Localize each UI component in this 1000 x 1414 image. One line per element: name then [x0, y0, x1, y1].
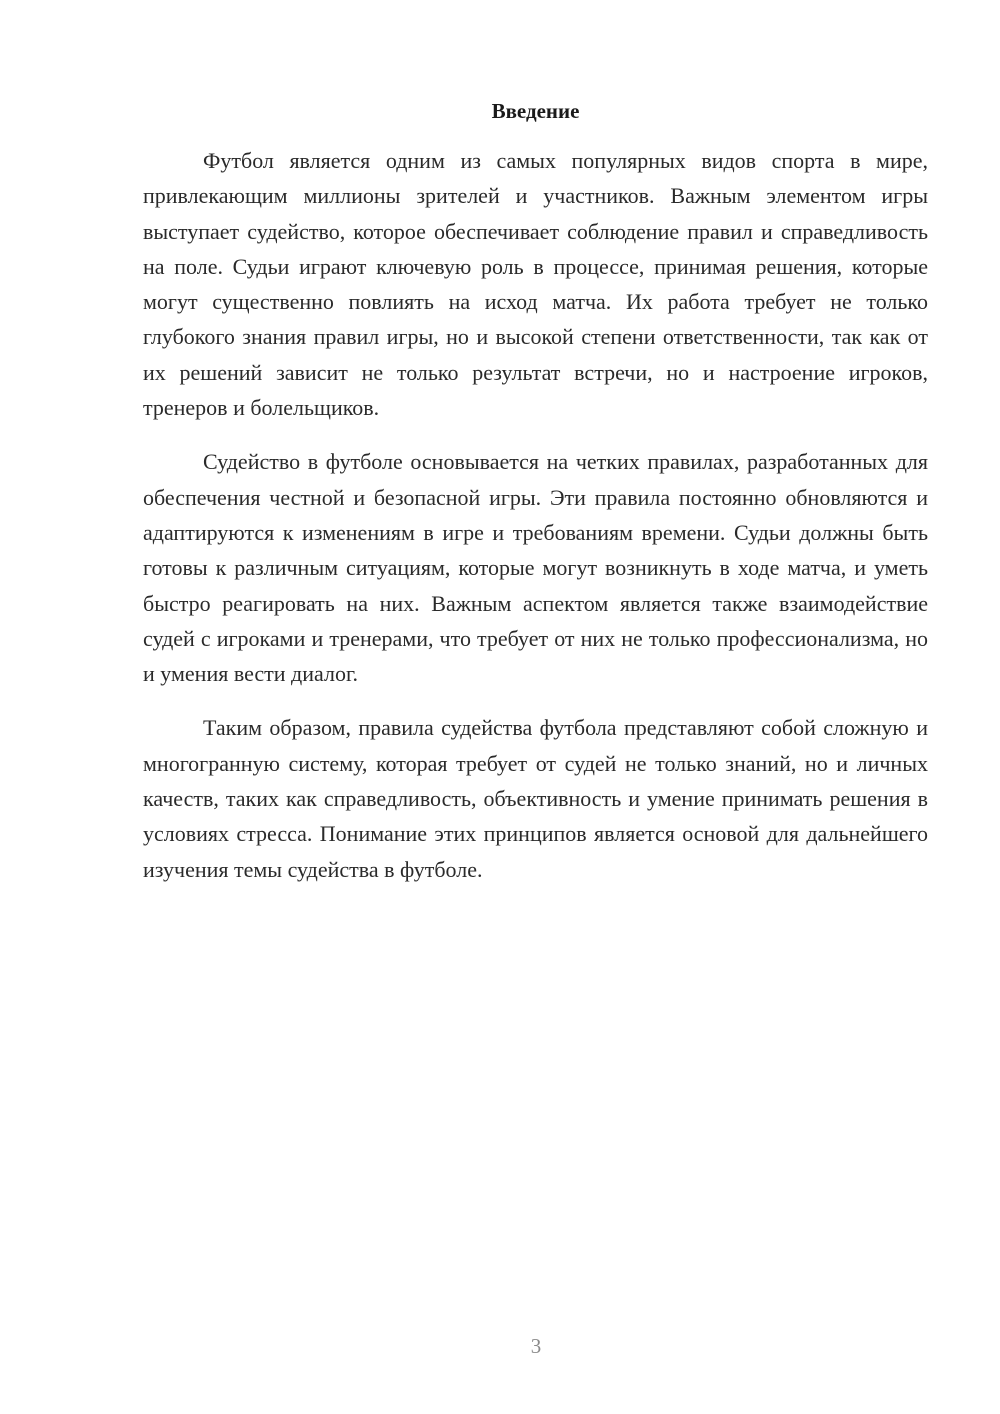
page-number: 3 [530, 1334, 542, 1358]
paragraph-1: Футбол является одним из самых популярных видов спорта в мире, привлекающим миллионы зрителей и участников. Важным элементом игры выступает судейство, которое обеспечивает соблюдение правил и справедливость на поле. Судьи играют ключевую роль в процессе, принимая решения, которые могут существенно повлиять на исход матча. Их работа требует не только глубокого знания правил игры, но и высокой степени ответственности, так как от их решений зависит не только результат встречи, но и настроение игроков, тренеров и болельщиков. [143, 148, 928, 421]
paragraph-3: Таким образом, правила судейства футбола представляют собой сложную и многогранную систему, которая требует от судей не только знаний, но и личных качеств, таких как справедливость, объективность и умение принимать решения в условиях стресса. Понимание этих принципов является основой для дальнейшего изучения темы судейства в футболе. [143, 715, 928, 882]
paragraph-2: Судейство в футболе основывается на четких правилах, разработанных для обеспечения честной и безопасной игры. Эти правила постоянно обновляются и адаптируются к изменениям в игре и требованиям времени. Судьи должны быть готовы к различным ситуациям, которые могут возникнуть в ходе матча, и уметь быстро реагировать на них. Важным аспектом является также взаимодействие судей с игроками и тренерами, что требует от них не только профессионализма, но и умения вести диалог. [143, 449, 928, 687]
document-body [143, 143, 928, 906]
page-title: Введение [491, 99, 580, 123]
